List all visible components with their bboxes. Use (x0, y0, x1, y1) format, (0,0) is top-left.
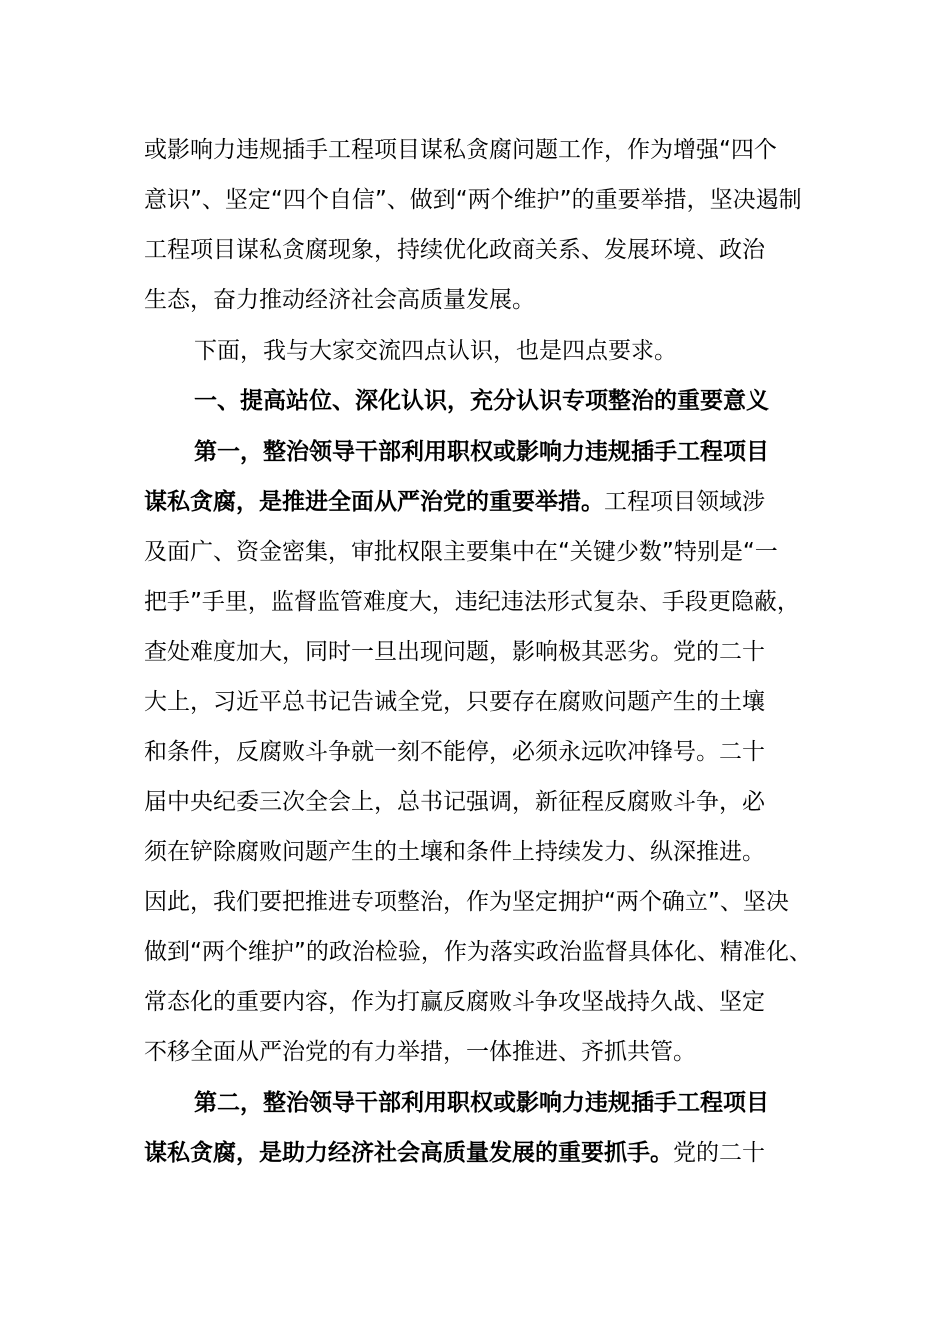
paragraph-line-18: 常态化的重要内容，作为打赢反腐败斗争攻坚战持久战、坚定 (144, 989, 765, 1015)
point-two-line-2 (144, 1138, 765, 1168)
paragraph-line-1: 或影响力违规插手工程项目谋私贪腐问题工作，作为增强“四个 (144, 137, 777, 163)
paragraph-line-17: 做到“两个维护”的政治检验，作为落实政治监督具体化、精准化、 (144, 939, 812, 965)
paragraph-line-19: 不移全面从严治党的有力举措，一体推进、齐抓共管。 (144, 1039, 696, 1065)
section-heading: 一、提高站位、深化认识，充分认识专项整治的重要意义 (194, 388, 769, 414)
point-two-heading: 第二，整治领导干部利用职权或影响力违规插手工程项目 (194, 1090, 769, 1116)
paragraph-line-9: 及面广、资金密集，审批权限主要集中在“关键少数”特别是“一 (144, 539, 778, 565)
paragraph-line-15: 须在铲除腐败问题产生的土壤和条件上持续发力、纵深推进。 (144, 839, 765, 865)
intro-sentence: 下面，我与大家交流四点认识，也是四点要求。 (194, 338, 677, 364)
paragraph-line-11: 查处难度加大，同时一旦出现问题，影响极其恶劣。党的二十 (144, 639, 765, 665)
paragraph-line-10: 把手”手里，监督监管难度大，违纪违法形式复杂、手段更隐蔽， (144, 589, 800, 615)
point-two-text-start: 党的二十 (673, 1140, 765, 1166)
paragraph-line-3: 工程项目谋私贪腐现象，持续优化政商关系、发展环境、政治 (144, 237, 765, 263)
point-one-heading: 第一，整治领导干部利用职权或影响力违规插手工程项目 (194, 439, 769, 465)
paragraph-line-4: 生态，奋力推动经济社会高质量发展。 (144, 287, 535, 313)
paragraph-line-16: 因此，我们要把推进专项整治，作为坚定拥护“两个确立”、坚决 (144, 889, 789, 915)
point-two-heading-end: 谋私贪腐，是助力经济社会高质量发展的重要抓手。 (144, 1140, 673, 1166)
paragraph-line-14: 届中央纪委三次全会上，总书记强调，新征程反腐败斗争，必 (144, 789, 765, 815)
point-one-heading-end: 谋私贪腐，是推进全面从严治党的重要举措。 (144, 489, 604, 515)
point-one-line-2 (144, 487, 765, 517)
paragraph-line-2: 意识”、坚定“四个自信”、做到“两个维护”的重要举措，坚决遏制 (144, 187, 802, 213)
point-one-text-start: 工程项目领域涉 (604, 489, 765, 515)
paragraph-line-12: 大上，习近平总书记告诫全党，只要存在腐败问题产生的土壤 (144, 689, 765, 715)
paragraph-line-13: 和条件，反腐败斗争就一刻不能停，必须永远吹冲锋号。二十 (144, 739, 765, 765)
